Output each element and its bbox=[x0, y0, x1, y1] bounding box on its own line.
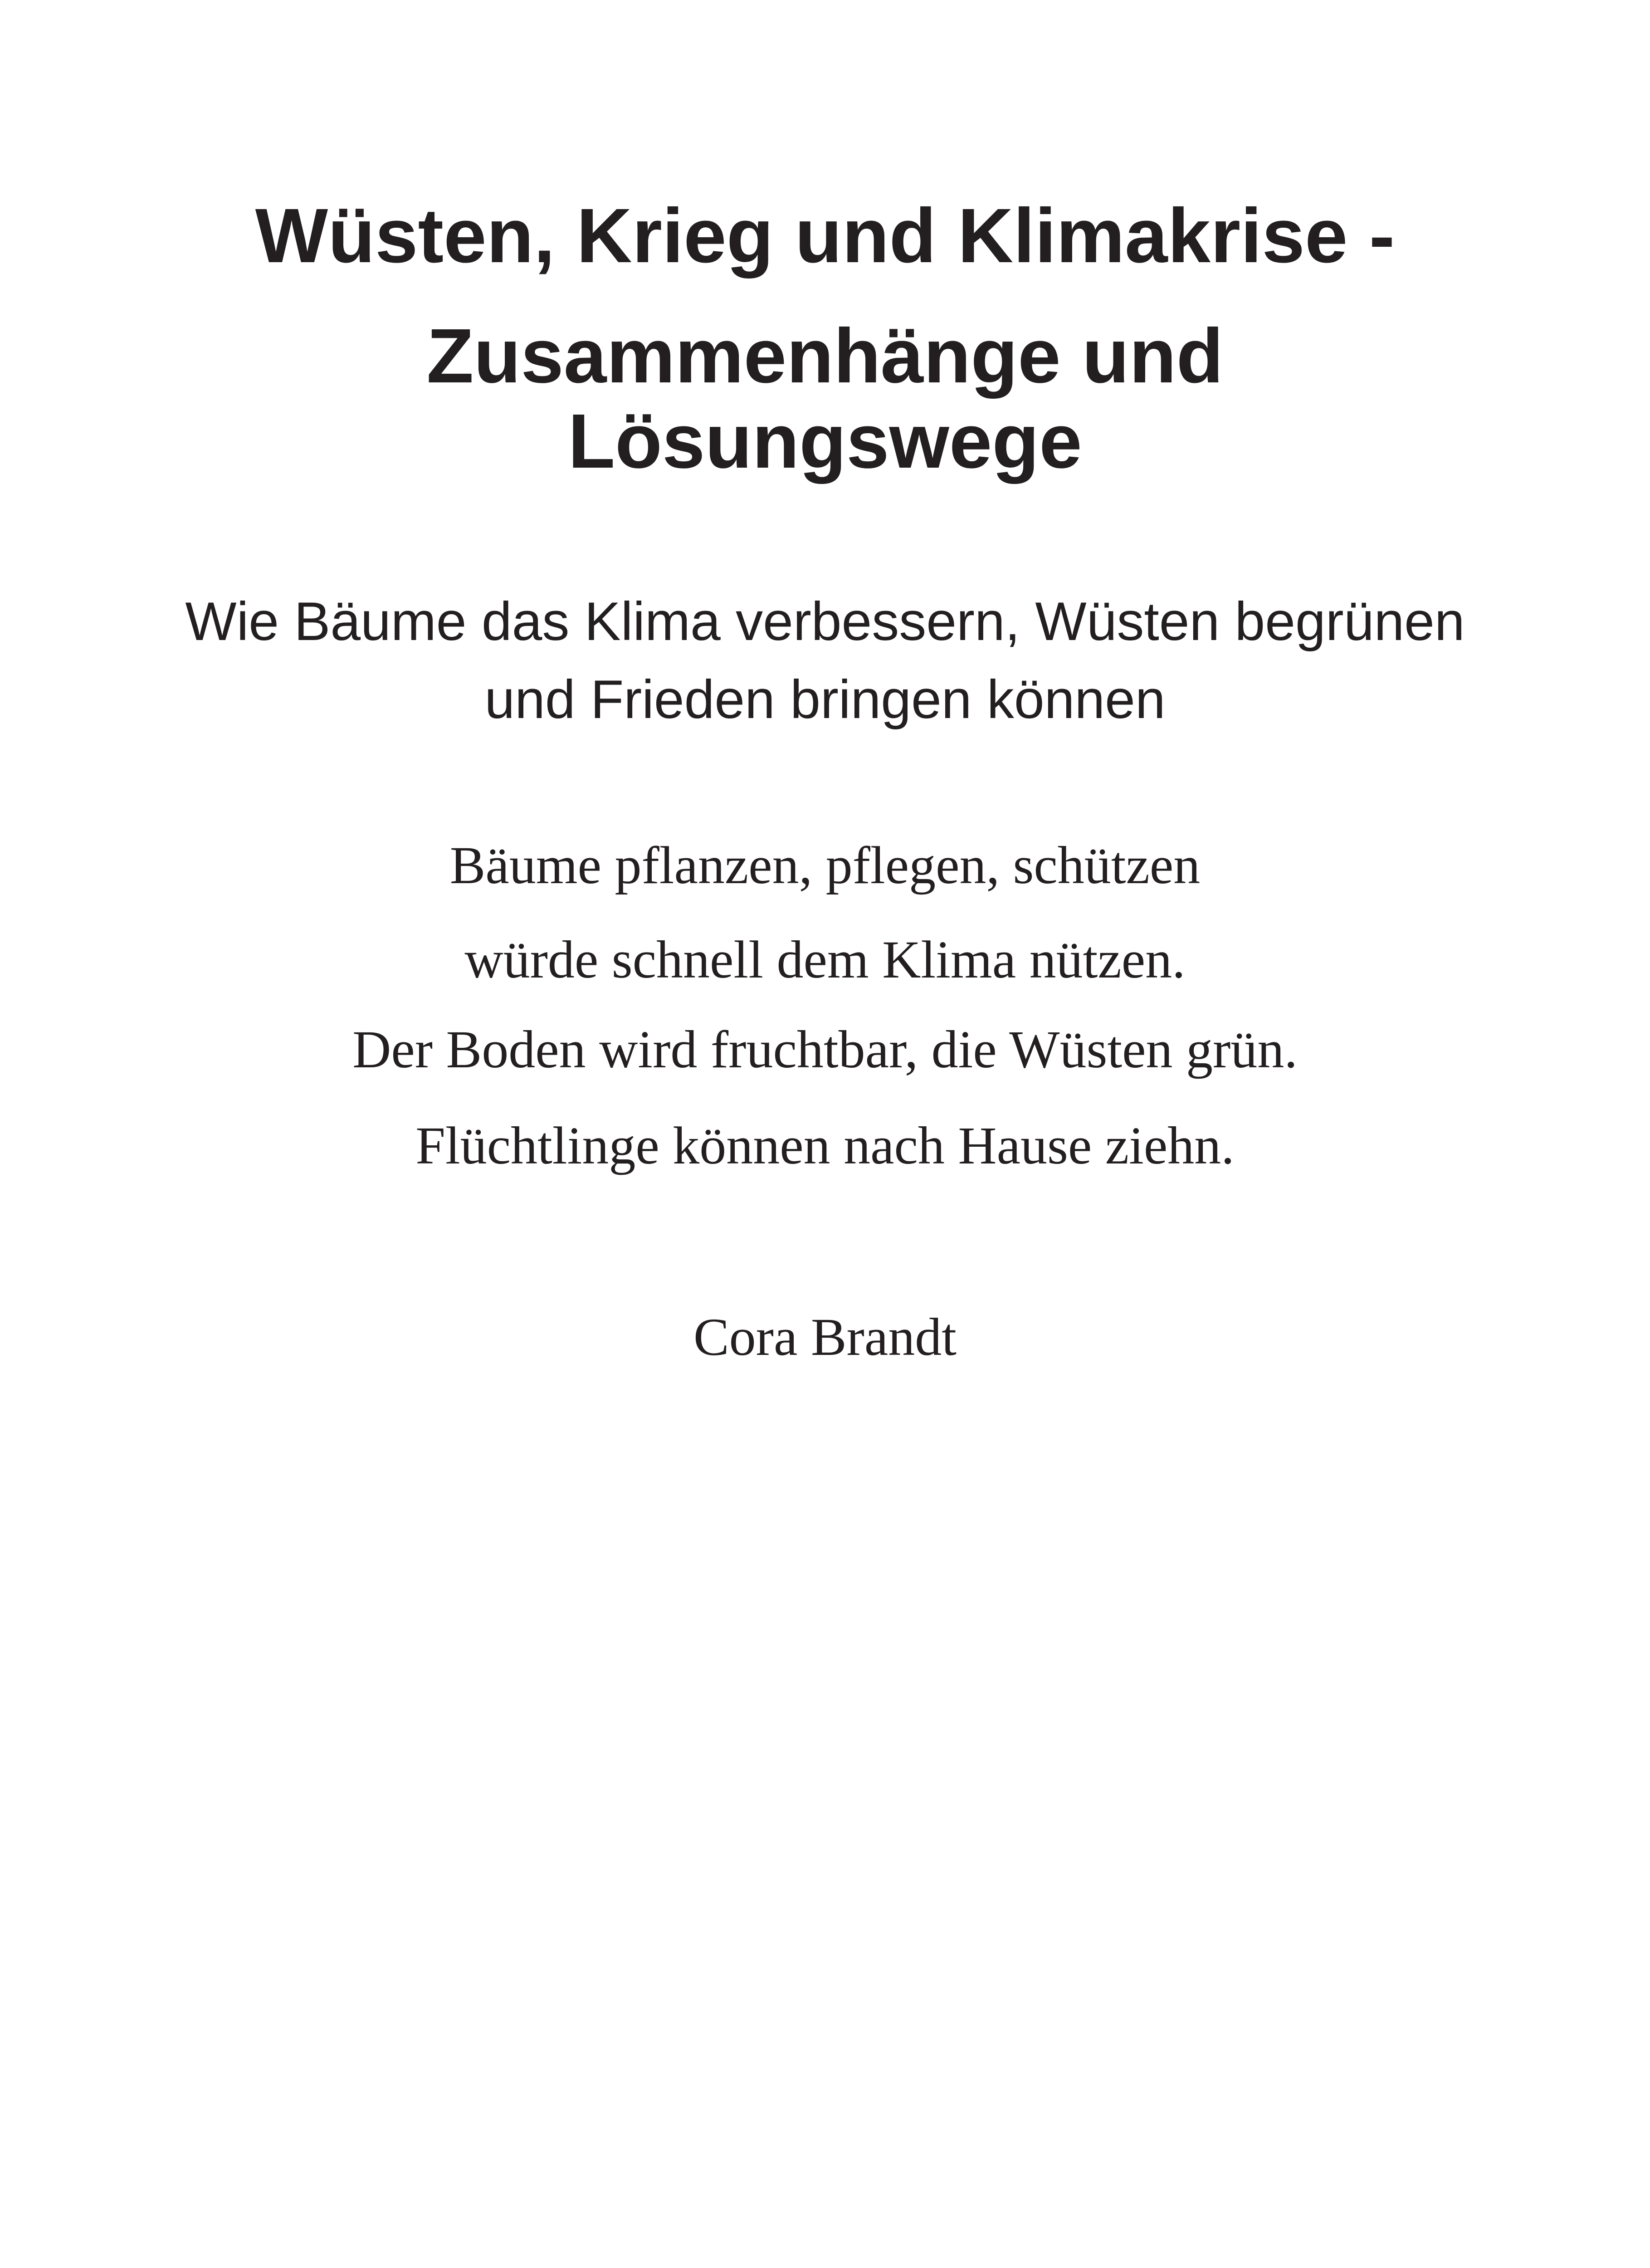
subtitle-line-2: und Frieden bringen können bbox=[484, 669, 1166, 730]
book-title-line-3: Lösungswege bbox=[568, 398, 1082, 484]
poem-line-4: Flüchtlinge können nach Hause ziehn. bbox=[415, 1116, 1235, 1175]
subtitle-line-1: Wie Bäume das Klima verbessern, Wüsten begrünen bbox=[185, 591, 1465, 652]
poem-line-1: Bäume pflanzen, pflegen, schützen bbox=[449, 836, 1201, 895]
book-title-line-2: Zusammenhänge und bbox=[426, 313, 1224, 399]
author-name: Cora Brandt bbox=[693, 1307, 957, 1367]
poem-line-3: Der Boden wird fruchtbar, die Wüsten grün. bbox=[352, 1020, 1298, 1079]
poem-line-2: würde schnell dem Klima nützen. bbox=[464, 930, 1186, 989]
book-title-line-1: Wüsten, Krieg und Klimakrise - bbox=[255, 193, 1395, 279]
